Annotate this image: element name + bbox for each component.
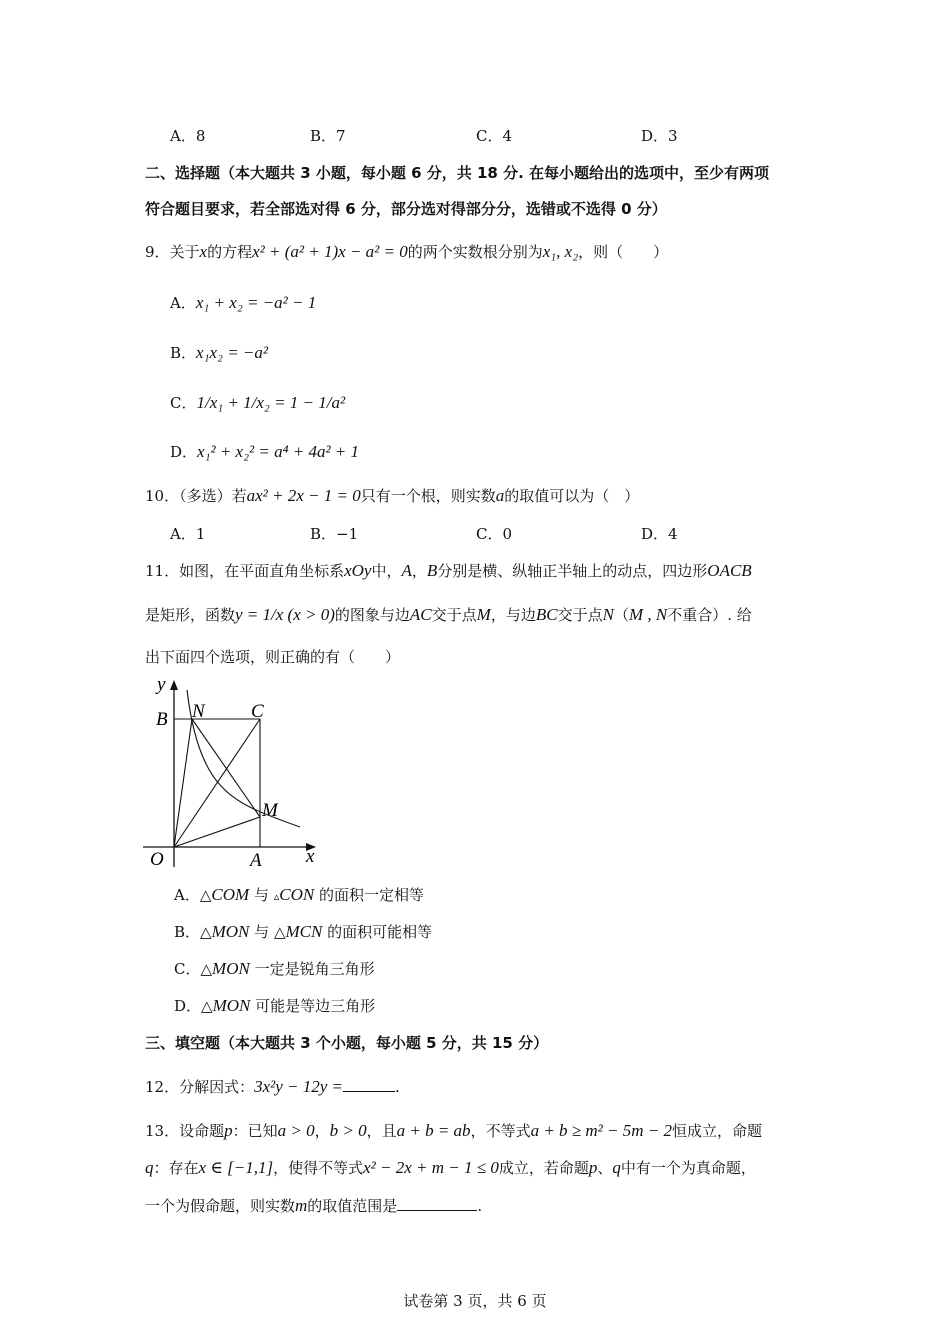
q9-stem: 9．关于x的方程x² + (a² + 1)x − a² = 0的两个实数根分别为x₁, x₂，则（ ） bbox=[145, 242, 669, 261]
q12-expression: 3x²y − 12y = bbox=[254, 1077, 344, 1096]
q13-stem-line2: q：存在x ∈ [−1,1]，使得不等式x² − 2x + m − 1 ≤ 0成立，若命题p、q中有一个为真命题， bbox=[145, 1158, 756, 1177]
q10-option-b: B．−1 bbox=[310, 525, 359, 543]
q13-answer-blank[interactable] bbox=[397, 1210, 477, 1211]
q12-stem: 12．分解因式：3x²y − 12y = . bbox=[145, 1077, 400, 1096]
q13-stem-line1: 13．设命题p：已知a > 0，b > 0，且a + b = ab，不等式a + b ≥ m² − 5m − 2恒成立，命题 bbox=[145, 1121, 762, 1140]
label-m: M bbox=[262, 800, 278, 821]
q8-option-a: A．8 bbox=[170, 127, 206, 145]
q8-option-c: C．4 bbox=[476, 127, 513, 145]
q11-stem-line1: 11．如图，在平面直角坐标系xOy中，A，B分别是横、纵轴正半轴上的动点，四边形OACB bbox=[145, 561, 752, 580]
section3-heading: 三、填空题（本大题共 3 个小题，每小题 5 分，共 15 分） bbox=[145, 1034, 549, 1052]
y-axis-arrow-icon bbox=[170, 680, 178, 690]
section2-heading-line1: 二、选择题（本大题共 3 小题，每小题 6 分，共 18 分. 在每小题给出的选项中，至少有两项 bbox=[145, 164, 770, 182]
label-a: A bbox=[250, 850, 262, 871]
label-n: N bbox=[192, 701, 205, 722]
segment-om bbox=[174, 817, 260, 847]
q9-option-d: D．x₁² + x₂² = a⁴ + 4a² + 1 bbox=[170, 442, 360, 461]
q11-stem-line3: 出下面四个选项，则正确的有（ ） bbox=[145, 648, 401, 666]
q11-option-b: B．△MON 与 △MCN 的面积可能相等 bbox=[174, 922, 433, 941]
section2-heading-line2: 符合题目要求，若全部选对得 6 分，部分选对得部分分，选错或不选得 0 分） bbox=[145, 200, 667, 218]
segment-on bbox=[174, 719, 192, 847]
label-y: y bbox=[157, 674, 166, 695]
q13-stem-line3: 一个为假命题，则实数m的取值范围是 . bbox=[145, 1196, 483, 1215]
label-c: C bbox=[251, 701, 264, 722]
q9-option-c: C．1/x₁ + 1/x₂ = 1 − 1/a² bbox=[170, 393, 346, 412]
page-footer: 试卷第 3 页，共 6 页 bbox=[403, 1292, 547, 1310]
segment-oc bbox=[174, 719, 260, 847]
label-x: x bbox=[306, 846, 315, 867]
q8-option-d: D．3 bbox=[641, 127, 678, 145]
q11-function: y = 1/x (x > 0) bbox=[235, 605, 335, 624]
q9-option-b: B．x₁x₂ = −a² bbox=[170, 343, 268, 362]
q8-option-b: B．7 bbox=[310, 127, 346, 145]
q10-option-d: D．4 bbox=[641, 525, 678, 543]
q11-stem-line2: 是矩形，函数y = 1/x (x > 0)的图象与边AC交于点M，与边BC交于点N（M , N不重合）. 给 bbox=[145, 605, 752, 624]
q10-option-a: A．1 bbox=[170, 525, 206, 543]
q12-answer-blank[interactable] bbox=[343, 1091, 395, 1092]
q10-stem: 10．（多选）若ax² + 2x − 1 = 0只有一个根，则实数a的取值可以为（ ） bbox=[145, 486, 640, 505]
q11-option-d: D．△MON 可能是等边三角形 bbox=[174, 996, 376, 1015]
q9-option-a: A．x₁ + x₂ = −a² − 1 bbox=[170, 293, 317, 312]
q11-coordinate-figure bbox=[140, 672, 330, 872]
q9-equation: x² + (a² + 1)x − a² = 0 bbox=[252, 242, 408, 261]
q10-option-c: C．0 bbox=[476, 525, 513, 543]
q11-option-c: C．△MON 一定是锐角三角形 bbox=[174, 959, 375, 978]
label-b: B bbox=[156, 709, 168, 730]
label-o: O bbox=[150, 849, 164, 870]
q10-equation: ax² + 2x − 1 = 0 bbox=[246, 486, 361, 505]
q11-option-a: A．△COM 与 ▵CON 的面积一定相等 bbox=[174, 885, 425, 904]
